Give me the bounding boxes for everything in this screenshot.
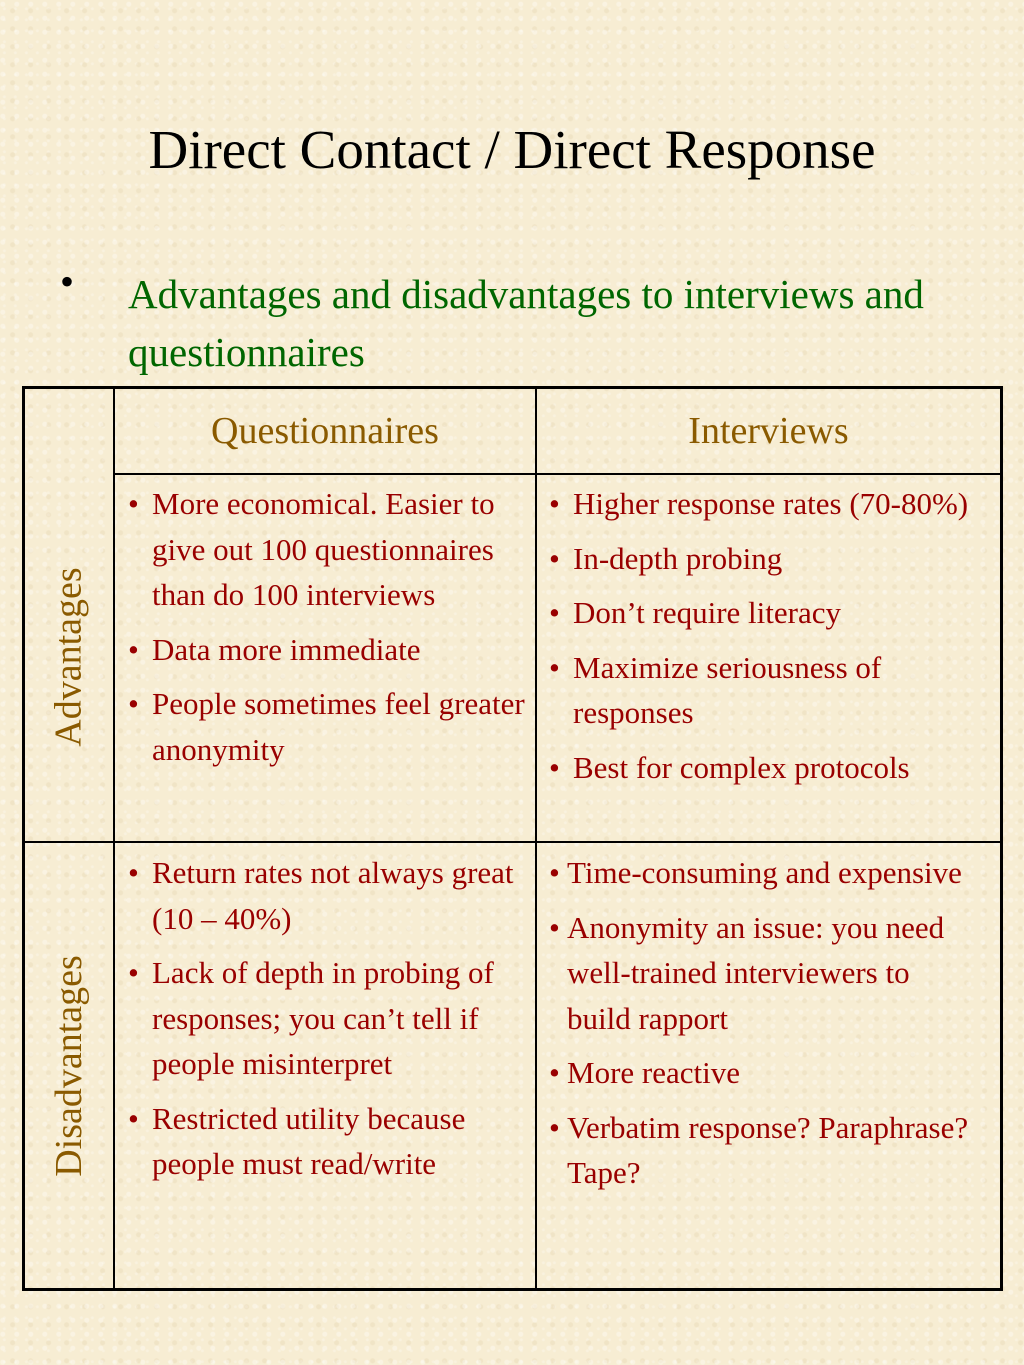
list-item: • Maximize seriousness of responses [546,645,1000,736]
list-item: • Don’t require literacy [546,590,1000,636]
list-item: • Return rates not always great (10 – 40%) [125,850,525,941]
row-label-text: Advantages [48,567,91,747]
table-divider-vertical [113,389,115,1288]
cell-advantages-interviews [546,481,1000,799]
table-divider-horizontal [25,841,1000,843]
cell-advantages-questionnaires [125,481,525,781]
row-label-disadvantages [25,843,113,1288]
slide-subtitle: Advantages and disadvantages to interviews and questionnaires [128,271,924,375]
list-item: • More reactive [549,1050,969,1096]
slide-title: Direct Contact / Direct Response [148,119,876,180]
list-item: • In-depth probing [546,536,1000,582]
list-item: • Verbatim response? Paraphrase? Tape? [549,1105,969,1196]
row-label-text: Disadvantages [48,954,91,1177]
list-item: • Time-consuming and expensive [549,850,969,896]
list-item: • Restricted utility because people must read/write [125,1096,525,1187]
column-header-questionnaires: Questionnaires [211,410,439,452]
list-item: • Lack of depth in probing of responses; you can’t tell if people misinterpret [125,950,525,1087]
comparison-table [22,386,1003,1291]
table-divider-vertical [535,389,537,1288]
row-label-advantages [25,473,113,841]
list-item: • Higher response rates (70-80%) [546,481,1000,527]
list-item: • Best for complex protocols [546,745,1000,791]
table-divider-horizontal [113,473,1000,475]
list-item: • Anonymity an issue: you need well-trained interviewers to build rapport [549,905,969,1042]
cell-disadvantages-interviews [549,850,969,1205]
cell-disadvantages-questionnaires [125,850,525,1196]
list-item: • More economical. Easier to give out 100 questionnaires than do 100 interviews [125,481,525,618]
list-item: • People sometimes feel greater anonymity [125,681,525,772]
column-header-interviews: Interviews [688,410,849,452]
subtitle-bullet: • [60,259,75,304]
list-item: • Data more immediate [125,627,525,673]
